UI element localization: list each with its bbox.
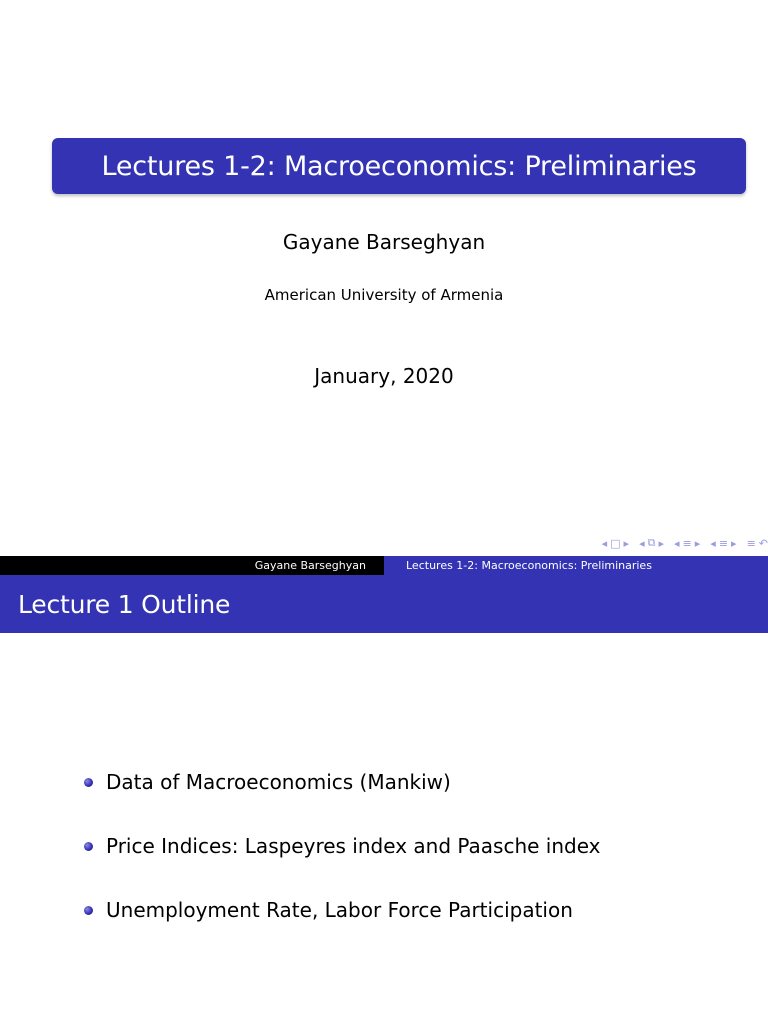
nav-frame-icon[interactable]: □ <box>610 536 621 550</box>
nav-search-icon[interactable]: ≡ <box>746 536 756 550</box>
nav-prev-frame-icon[interactable]: ◂ <box>601 536 608 550</box>
nav-frame-group <box>602 537 629 550</box>
title-block <box>52 138 746 194</box>
nav-section-group <box>674 537 700 550</box>
author-name: Gayane Barseghyan <box>282 230 486 254</box>
nav-subsection-icon[interactable]: ⧉ <box>647 536 656 549</box>
nav-prev-document-icon[interactable]: ◂ <box>710 536 716 550</box>
nav-tools-group <box>747 537 768 550</box>
list-item-text: Data of Macroeconomics (Mankiw) <box>106 770 451 794</box>
list-item-text: Unemployment Rate, Labor Force Participation <box>106 898 573 922</box>
nav-section-icon[interactable]: ≡ <box>682 536 692 550</box>
list-item <box>84 766 744 798</box>
nav-back-icon[interactable]: ↶ <box>758 536 768 550</box>
footline <box>0 556 768 575</box>
outline-list <box>84 766 744 958</box>
nav-prev-section-icon[interactable]: ◂ <box>674 536 680 550</box>
nav-next-frame-icon[interactable]: ▸ <box>623 536 630 550</box>
nav-next-section-icon[interactable]: ▸ <box>694 536 701 550</box>
frame-title: Lecture 1 Outline <box>18 589 231 619</box>
nav-next-document-icon[interactable]: ▸ <box>731 536 737 550</box>
frame-title-bar <box>0 575 768 633</box>
presentation-title: Lectures 1-2: Macroeconomics: Preliminaries <box>101 150 697 182</box>
nav-document-group <box>710 537 736 550</box>
list-item <box>84 830 744 862</box>
bullet-icon <box>84 906 93 915</box>
footer-author: Gayane Barseghyan <box>0 556 384 575</box>
nav-document-icon[interactable]: ≡ <box>718 536 729 550</box>
beamer-navigation-symbols <box>602 536 768 550</box>
institute-name: American University of Armenia <box>264 286 504 304</box>
list-item <box>84 894 744 926</box>
bullet-icon <box>84 778 93 787</box>
footer-title: Lectures 1-2: Macroeconomics: Preliminaries <box>384 556 768 575</box>
list-item-text: Price Indices: Laspeyres index and Paasche index <box>106 834 601 858</box>
presentation-date: January, 2020 <box>314 364 454 388</box>
nav-prev-subsection-icon[interactable]: ◂ <box>639 536 645 550</box>
nav-next-subsection-icon[interactable]: ▸ <box>658 536 664 550</box>
nav-subsection-group <box>639 536 664 550</box>
bullet-icon <box>84 842 93 851</box>
